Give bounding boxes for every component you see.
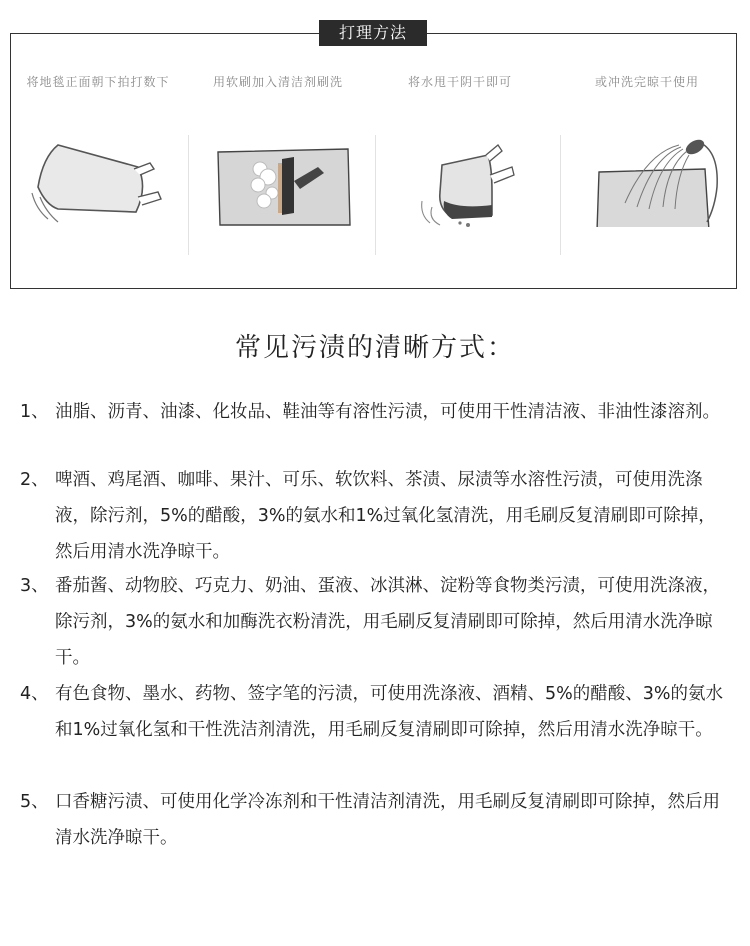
rinse-dry-illustration (567, 97, 727, 227)
item-text: 番茄酱、动物胶、巧克力、奶油、蛋液、冰淇淋、淀粉等食物类污渍，可使用洗涤液，除污剂，3%的氨水和加酶洗衣粉清洗，用毛刷反复清刷即可除掉，然后用清水洗净晾干。 (55, 576, 720, 668)
step-caption: 将水甩干阴干即可 (407, 75, 512, 89)
item-number: 4、 (20, 684, 49, 704)
stain-item-3 (20, 568, 732, 676)
stain-section-title: 常见污渍的清晰方式： (234, 333, 515, 363)
care-step-3 (370, 73, 550, 258)
care-step-2 (188, 73, 368, 258)
spin-dry-illustration (380, 97, 540, 227)
step-caption: 或冲洗完晾干使用 (594, 75, 699, 89)
stain-item-2 (20, 462, 732, 570)
step-caption: 用软刷加入清洁剂刷洗 (212, 75, 343, 89)
item-number: 1、 (20, 402, 49, 422)
stain-item-5 (20, 784, 732, 856)
item-number: 3、 (20, 576, 49, 596)
item-text: 油脂、沥青、油漆、化妆品、鞋油等有溶性污渍，可使用干性清洁液、非油性漆溶剂。 (55, 402, 720, 422)
care-section-title: 打理方法 (319, 20, 427, 46)
item-text: 口香糖污渍、可使用化学冷冻剂和干性清洁剂清洗，用毛刷反复清刷即可除掉，然后用清水洗净晾干。 (55, 792, 720, 848)
item-text: 有色食物、墨水、药物、签字笔的污渍，可使用洗涤液、酒精、5%的醋酸、3%的氨水和1%过氧化氢和干性洗洁剂清洗，用毛刷反复清刷即可除掉，然后用清水洗净晾干。 (55, 684, 724, 740)
brush-rug-illustration (198, 97, 358, 227)
shake-rug-illustration (18, 97, 178, 227)
item-number: 5、 (20, 792, 49, 812)
care-step-4 (557, 73, 737, 258)
step-caption: 将地毯正面朝下拍打数下 (26, 75, 170, 89)
item-text: 啤酒、鸡尾酒、咖啡、果汁、可乐、软饮料、茶渍、尿渍等水溶性污渍，可使用洗涤液，除污剂，5%的醋酸，3%的氨水和1%过氧化氢清洗，用毛刷反复清刷即可除掉，然后用清水洗净晾干。 (55, 470, 716, 562)
stain-item-1 (20, 394, 732, 430)
stain-item-4 (20, 676, 732, 748)
item-number: 2、 (20, 470, 49, 490)
care-step-1 (8, 73, 188, 258)
